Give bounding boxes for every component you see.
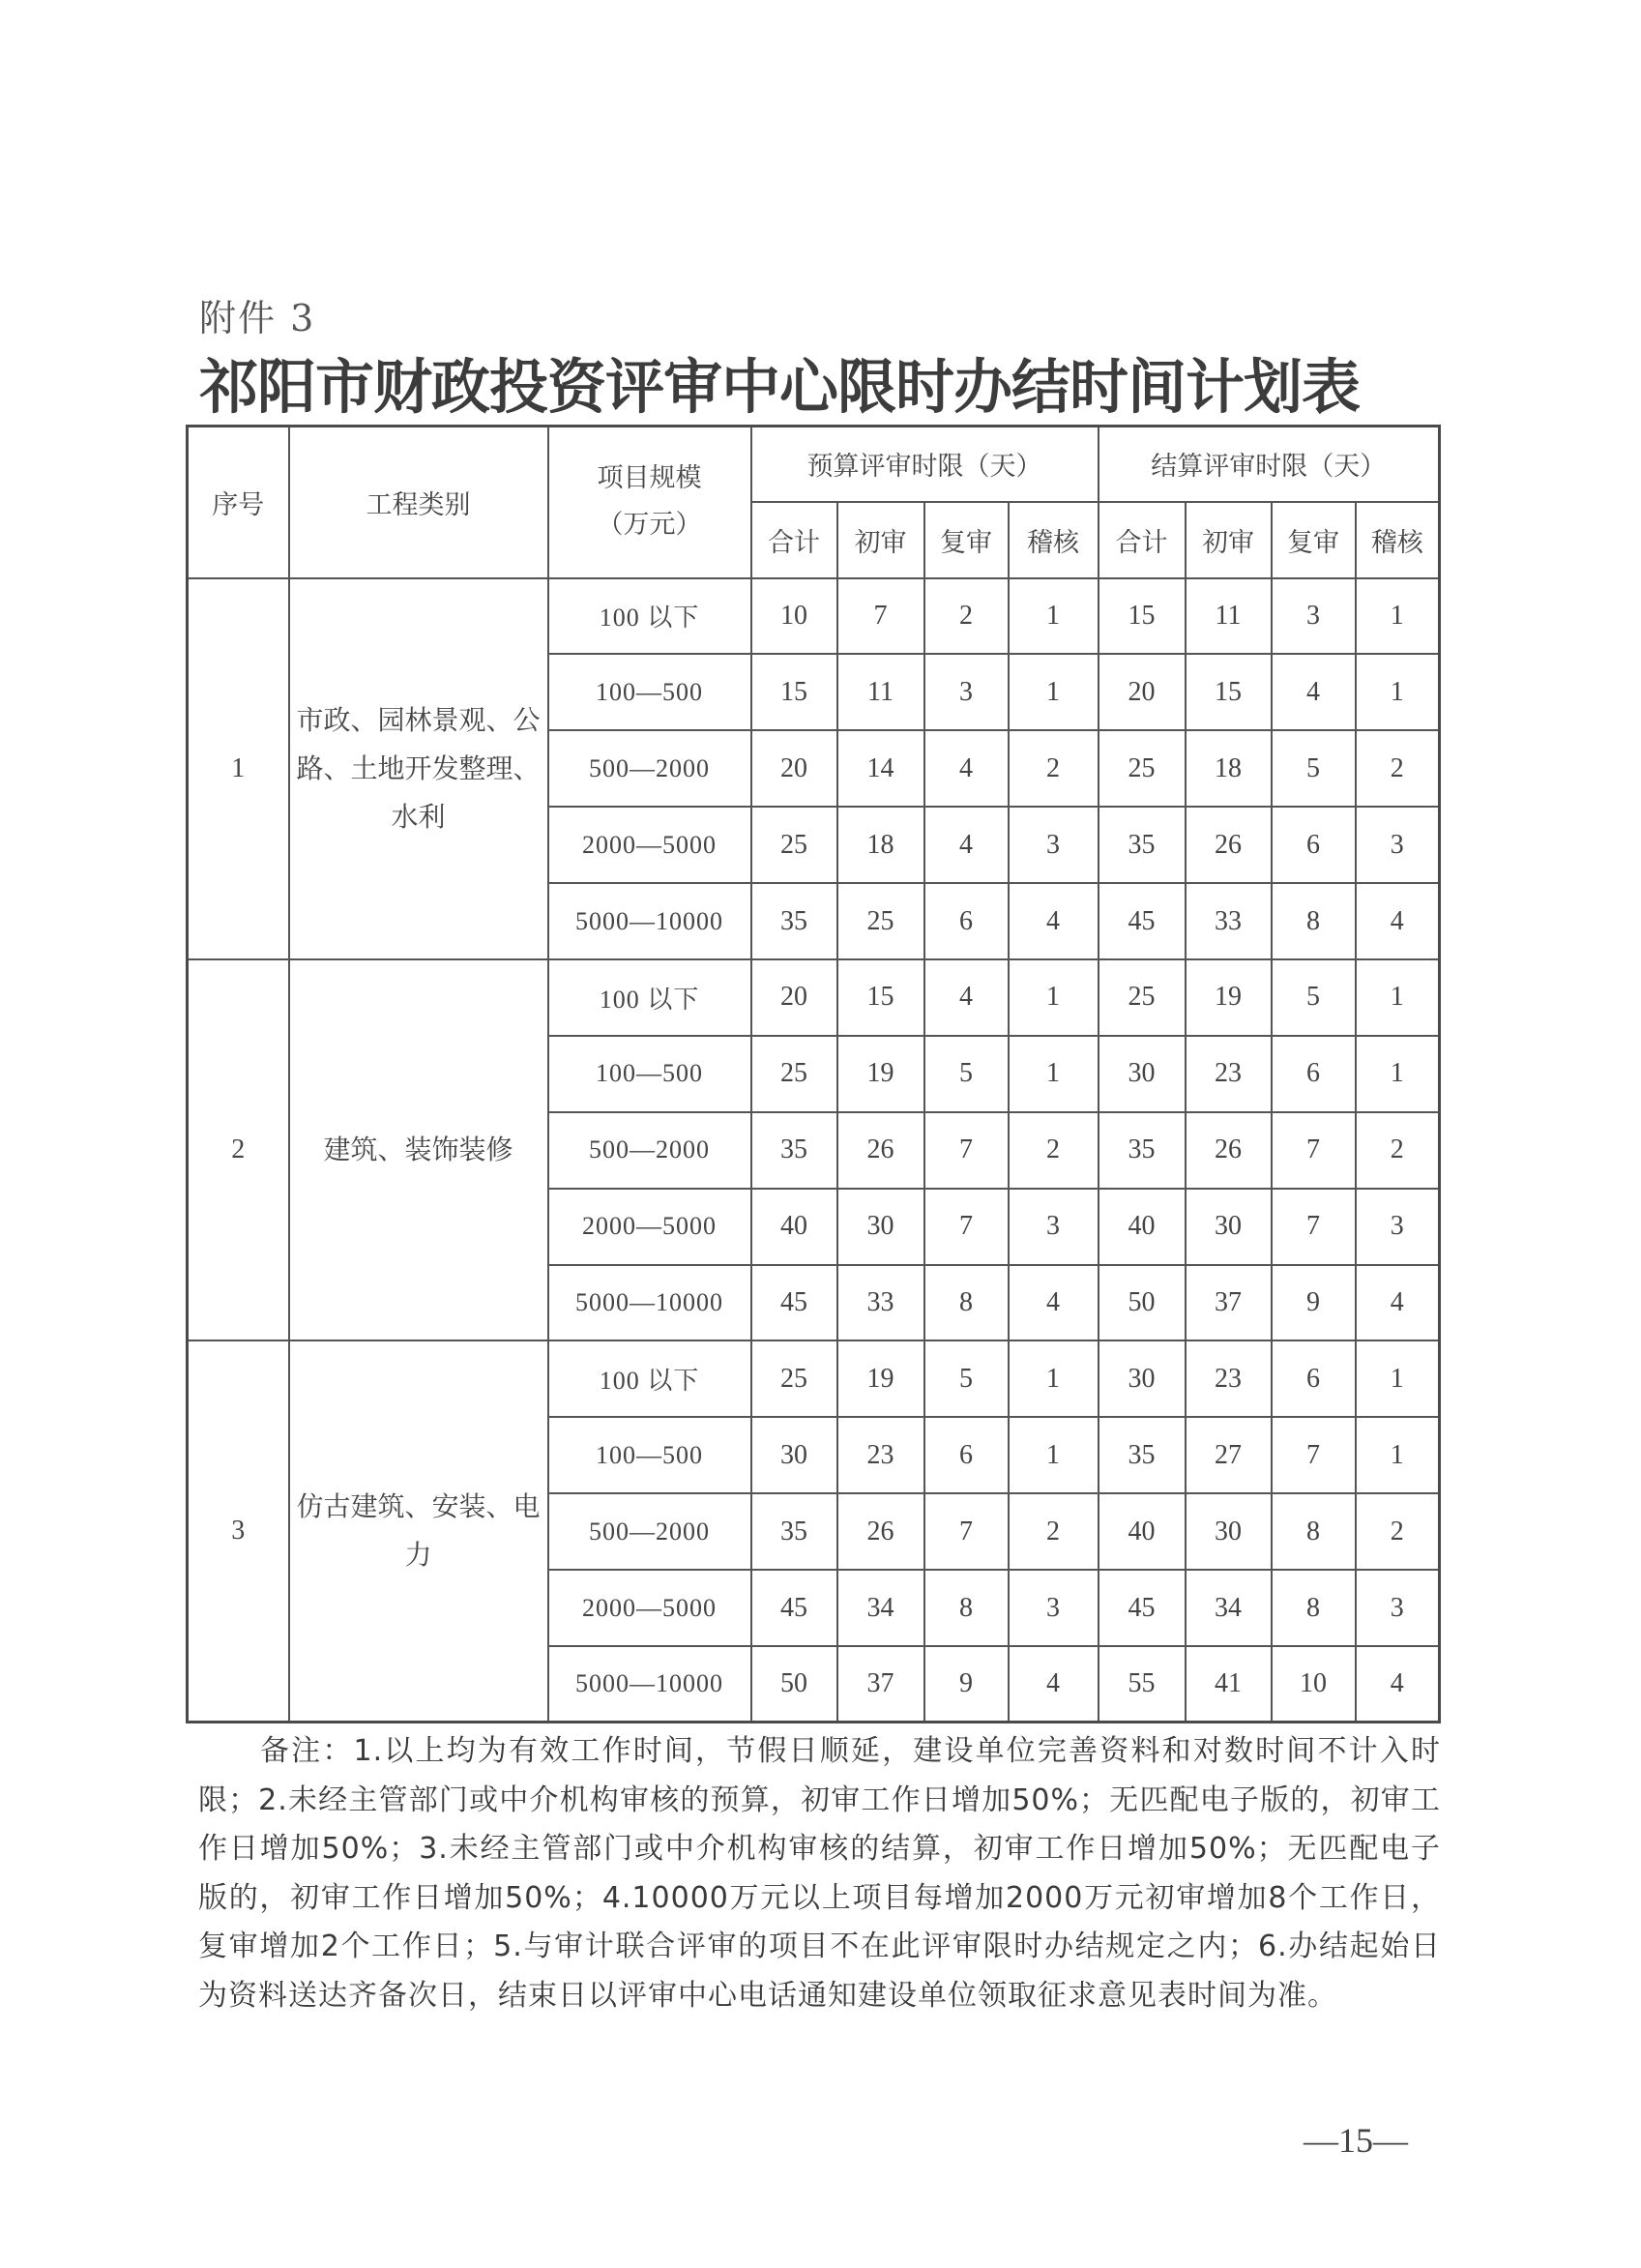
settlement-initial-cell: 19 — [1186, 959, 1272, 1036]
settlement-total-cell: 35 — [1099, 1112, 1186, 1189]
scale-range-cell: 500—2000 — [548, 1493, 751, 1570]
budget-audit-cell: 4 — [1009, 1265, 1099, 1341]
settlement-total-cell: 30 — [1099, 1340, 1186, 1417]
settlement-audit-cell: 3 — [1356, 807, 1440, 883]
budget-initial-cell: 26 — [837, 1493, 924, 1570]
budget-initial-cell: 19 — [837, 1340, 924, 1417]
settlement-initial-cell: 34 — [1186, 1570, 1272, 1646]
settlement-total-cell: 55 — [1099, 1646, 1186, 1723]
settlement-audit-cell: 1 — [1356, 1340, 1440, 1417]
settlement-total-cell: 40 — [1099, 1189, 1186, 1265]
settlement-initial-cell: 30 — [1186, 1189, 1272, 1265]
scale-range-cell: 100 以下 — [548, 1340, 751, 1417]
settlement-review-cell: 8 — [1272, 1570, 1356, 1646]
category-cell: 市政、园林景观、公路、土地开发整理、水利 — [289, 578, 548, 959]
budget-total-cell: 20 — [751, 730, 837, 807]
budget-audit-cell: 1 — [1009, 959, 1099, 1036]
budget-initial-cell: 7 — [837, 578, 924, 655]
category-cell: 建筑、装饰装修 — [289, 959, 548, 1340]
budget-initial-cell: 33 — [837, 1265, 924, 1341]
settlement-review-cell: 8 — [1272, 1493, 1356, 1570]
budget-audit-cell: 1 — [1009, 1036, 1099, 1112]
settlement-review-cell: 7 — [1272, 1417, 1356, 1493]
header-budget-review: 复审 — [924, 502, 1009, 578]
budget-total-cell: 10 — [751, 578, 837, 655]
page-number: —15— — [1304, 2121, 1408, 2160]
budget-total-cell: 20 — [751, 959, 837, 1036]
header-scale-line2: （万元） — [597, 510, 702, 541]
header-row-1 — [188, 427, 1440, 502]
budget-audit-cell: 4 — [1009, 883, 1099, 959]
budget-audit-cell: 3 — [1009, 807, 1099, 883]
header-budget-audit: 稽核 — [1009, 502, 1099, 578]
scale-range-cell: 100—500 — [548, 654, 751, 730]
budget-review-cell: 6 — [924, 883, 1009, 959]
budget-review-cell: 3 — [924, 654, 1009, 730]
scale-range-cell: 100 以下 — [548, 578, 751, 655]
header-budget-total: 合计 — [751, 502, 837, 578]
budget-initial-cell: 30 — [837, 1189, 924, 1265]
budget-initial-cell: 25 — [837, 883, 924, 959]
budget-audit-cell: 3 — [1009, 1570, 1099, 1646]
budget-initial-cell: 23 — [837, 1417, 924, 1493]
budget-total-cell: 15 — [751, 654, 837, 730]
settlement-review-cell: 3 — [1272, 578, 1356, 655]
settlement-audit-cell: 2 — [1356, 730, 1440, 807]
budget-total-cell: 35 — [751, 883, 837, 959]
budget-total-cell: 45 — [751, 1570, 837, 1646]
budget-total-cell: 25 — [751, 1340, 837, 1417]
settlement-review-cell: 7 — [1272, 1189, 1356, 1265]
settlement-total-cell: 25 — [1099, 959, 1186, 1036]
category-cell: 仿古建筑、安装、电力 — [289, 1340, 548, 1722]
settlement-review-cell: 5 — [1272, 959, 1356, 1036]
settlement-total-cell: 30 — [1099, 1036, 1186, 1112]
scale-range-cell: 2000—5000 — [548, 1570, 751, 1646]
time-limit-table — [186, 425, 1441, 1723]
settlement-initial-cell: 18 — [1186, 730, 1272, 807]
header-scale — [548, 427, 751, 578]
scale-range-cell: 2000—5000 — [548, 1189, 751, 1265]
budget-audit-cell: 4 — [1009, 1646, 1099, 1723]
budget-total-cell: 30 — [751, 1417, 837, 1493]
budget-review-cell: 7 — [924, 1112, 1009, 1189]
settlement-audit-cell: 2 — [1356, 1112, 1440, 1189]
settlement-initial-cell: 41 — [1186, 1646, 1272, 1723]
header-settlement-group: 结算评审时限（天） — [1099, 427, 1440, 502]
budget-audit-cell: 3 — [1009, 1189, 1099, 1265]
header-budget-initial: 初审 — [837, 502, 924, 578]
scale-range-cell: 5000—10000 — [548, 1265, 751, 1341]
settlement-review-cell: 6 — [1272, 807, 1356, 883]
budget-initial-cell: 26 — [837, 1112, 924, 1189]
settlement-review-cell: 10 — [1272, 1646, 1356, 1723]
budget-review-cell: 7 — [924, 1189, 1009, 1265]
budget-review-cell: 4 — [924, 730, 1009, 807]
settlement-total-cell: 15 — [1099, 578, 1186, 655]
scale-range-cell: 5000—10000 — [548, 883, 751, 959]
seq-cell: 1 — [188, 578, 289, 959]
settlement-audit-cell: 1 — [1356, 578, 1440, 655]
settlement-audit-cell: 1 — [1356, 1036, 1440, 1112]
settlement-audit-cell: 4 — [1356, 1646, 1440, 1723]
seq-cell: 2 — [188, 959, 289, 1340]
settlement-total-cell: 35 — [1099, 1417, 1186, 1493]
budget-total-cell: 50 — [751, 1646, 837, 1723]
table-row — [188, 1340, 1440, 1417]
settlement-initial-cell: 30 — [1186, 1493, 1272, 1570]
budget-total-cell: 40 — [751, 1189, 837, 1265]
budget-initial-cell: 11 — [837, 654, 924, 730]
scale-range-cell: 500—2000 — [548, 1112, 751, 1189]
header-settlement-review: 复审 — [1272, 502, 1356, 578]
table-row — [188, 578, 1440, 655]
budget-audit-cell: 1 — [1009, 1340, 1099, 1417]
settlement-audit-cell: 3 — [1356, 1189, 1440, 1265]
budget-review-cell: 5 — [924, 1340, 1009, 1417]
budget-total-cell: 25 — [751, 807, 837, 883]
budget-total-cell: 35 — [751, 1493, 837, 1570]
budget-review-cell: 5 — [924, 1036, 1009, 1112]
scale-range-cell: 5000—10000 — [548, 1646, 751, 1723]
settlement-audit-cell: 3 — [1356, 1570, 1440, 1646]
seq-cell: 3 — [188, 1340, 289, 1722]
settlement-initial-cell: 23 — [1186, 1036, 1272, 1112]
notes: 备注：1.以上均为有效工作时间，节假日顺延，建设单位完善资料和对数时间不计入时限；2.未经主管部门或中介机构审核的预算，初审工作日增加50%；无匹配电子版的，初审工作日增加50%；3.未经主管部门或中介机构审核的结算，初审工作日增加50%；无匹配电子版的，初审工作日增加50%；4.10000万元以上项目每增加2000万元初审增加8个工作日，复审增加2个工作日；5.与审计联合评审的项目不在此评审限时办结规定之内；6.办结起始日为资料送达齐备次日，结束日以评审中心电话通知建设单位领取征求意见表时间为准。 — [198, 1734, 1441, 2013]
budget-initial-cell: 37 — [837, 1646, 924, 1723]
settlement-initial-cell: 27 — [1186, 1417, 1272, 1493]
budget-review-cell: 8 — [924, 1265, 1009, 1341]
settlement-total-cell: 25 — [1099, 730, 1186, 807]
header-category: 工程类别 — [289, 427, 548, 578]
budget-review-cell: 7 — [924, 1493, 1009, 1570]
scale-range-cell: 100—500 — [548, 1036, 751, 1112]
budget-audit-cell: 1 — [1009, 1417, 1099, 1493]
settlement-audit-cell: 1 — [1356, 654, 1440, 730]
table-row — [188, 959, 1440, 1036]
scale-range-cell: 500—2000 — [548, 730, 751, 807]
budget-audit-cell: 1 — [1009, 578, 1099, 655]
budget-audit-cell: 2 — [1009, 1493, 1099, 1570]
budget-review-cell: 4 — [924, 807, 1009, 883]
settlement-review-cell: 5 — [1272, 730, 1356, 807]
budget-total-cell: 25 — [751, 1036, 837, 1112]
budget-initial-cell: 34 — [837, 1570, 924, 1646]
table-body — [188, 578, 1440, 1723]
scale-range-cell: 100 以下 — [548, 959, 751, 1036]
settlement-initial-cell: 26 — [1186, 1112, 1272, 1189]
header-seq: 序号 — [188, 427, 289, 578]
header-scale-line1: 项目规模 — [597, 463, 702, 494]
settlement-total-cell: 20 — [1099, 654, 1186, 730]
settlement-review-cell: 4 — [1272, 654, 1356, 730]
settlement-initial-cell: 33 — [1186, 883, 1272, 959]
settlement-review-cell: 6 — [1272, 1340, 1356, 1417]
settlement-audit-cell: 1 — [1356, 959, 1440, 1036]
budget-initial-cell: 19 — [837, 1036, 924, 1112]
budget-total-cell: 35 — [751, 1112, 837, 1189]
budget-initial-cell: 18 — [837, 807, 924, 883]
header-settlement-audit: 稽核 — [1356, 502, 1440, 578]
settlement-audit-cell: 2 — [1356, 1493, 1440, 1570]
settlement-total-cell: 45 — [1099, 883, 1186, 959]
settlement-review-cell: 6 — [1272, 1036, 1356, 1112]
settlement-total-cell: 40 — [1099, 1493, 1186, 1570]
budget-initial-cell: 14 — [837, 730, 924, 807]
settlement-review-cell: 9 — [1272, 1265, 1356, 1341]
header-settlement-total: 合计 — [1099, 502, 1186, 578]
budget-audit-cell: 2 — [1009, 1112, 1099, 1189]
attachment-label: 附件 3 — [199, 297, 316, 339]
settlement-initial-cell: 37 — [1186, 1265, 1272, 1341]
settlement-audit-cell: 4 — [1356, 883, 1440, 959]
settlement-initial-cell: 26 — [1186, 807, 1272, 883]
budget-initial-cell: 15 — [837, 959, 924, 1036]
budget-audit-cell: 1 — [1009, 654, 1099, 730]
budget-review-cell: 9 — [924, 1646, 1009, 1723]
scale-range-cell: 100—500 — [548, 1417, 751, 1493]
budget-review-cell: 8 — [924, 1570, 1009, 1646]
header-settlement-initial: 初审 — [1186, 502, 1272, 578]
budget-review-cell: 6 — [924, 1417, 1009, 1493]
settlement-total-cell: 35 — [1099, 807, 1186, 883]
settlement-initial-cell: 15 — [1186, 654, 1272, 730]
settlement-review-cell: 8 — [1272, 883, 1356, 959]
settlement-total-cell: 50 — [1099, 1265, 1186, 1341]
scale-range-cell: 2000—5000 — [548, 807, 751, 883]
budget-review-cell: 2 — [924, 578, 1009, 655]
document-title: 祁阳市财政投资评审中心限时办结时间计划表 — [199, 353, 1361, 422]
settlement-audit-cell: 1 — [1356, 1417, 1440, 1493]
settlement-initial-cell: 23 — [1186, 1340, 1272, 1417]
budget-total-cell: 45 — [751, 1265, 837, 1341]
budget-review-cell: 4 — [924, 959, 1009, 1036]
settlement-review-cell: 7 — [1272, 1112, 1356, 1189]
header-budget-group: 预算评审时限（天） — [751, 427, 1099, 502]
settlement-initial-cell: 11 — [1186, 578, 1272, 655]
settlement-total-cell: 45 — [1099, 1570, 1186, 1646]
settlement-audit-cell: 4 — [1356, 1265, 1440, 1341]
budget-audit-cell: 2 — [1009, 730, 1099, 807]
